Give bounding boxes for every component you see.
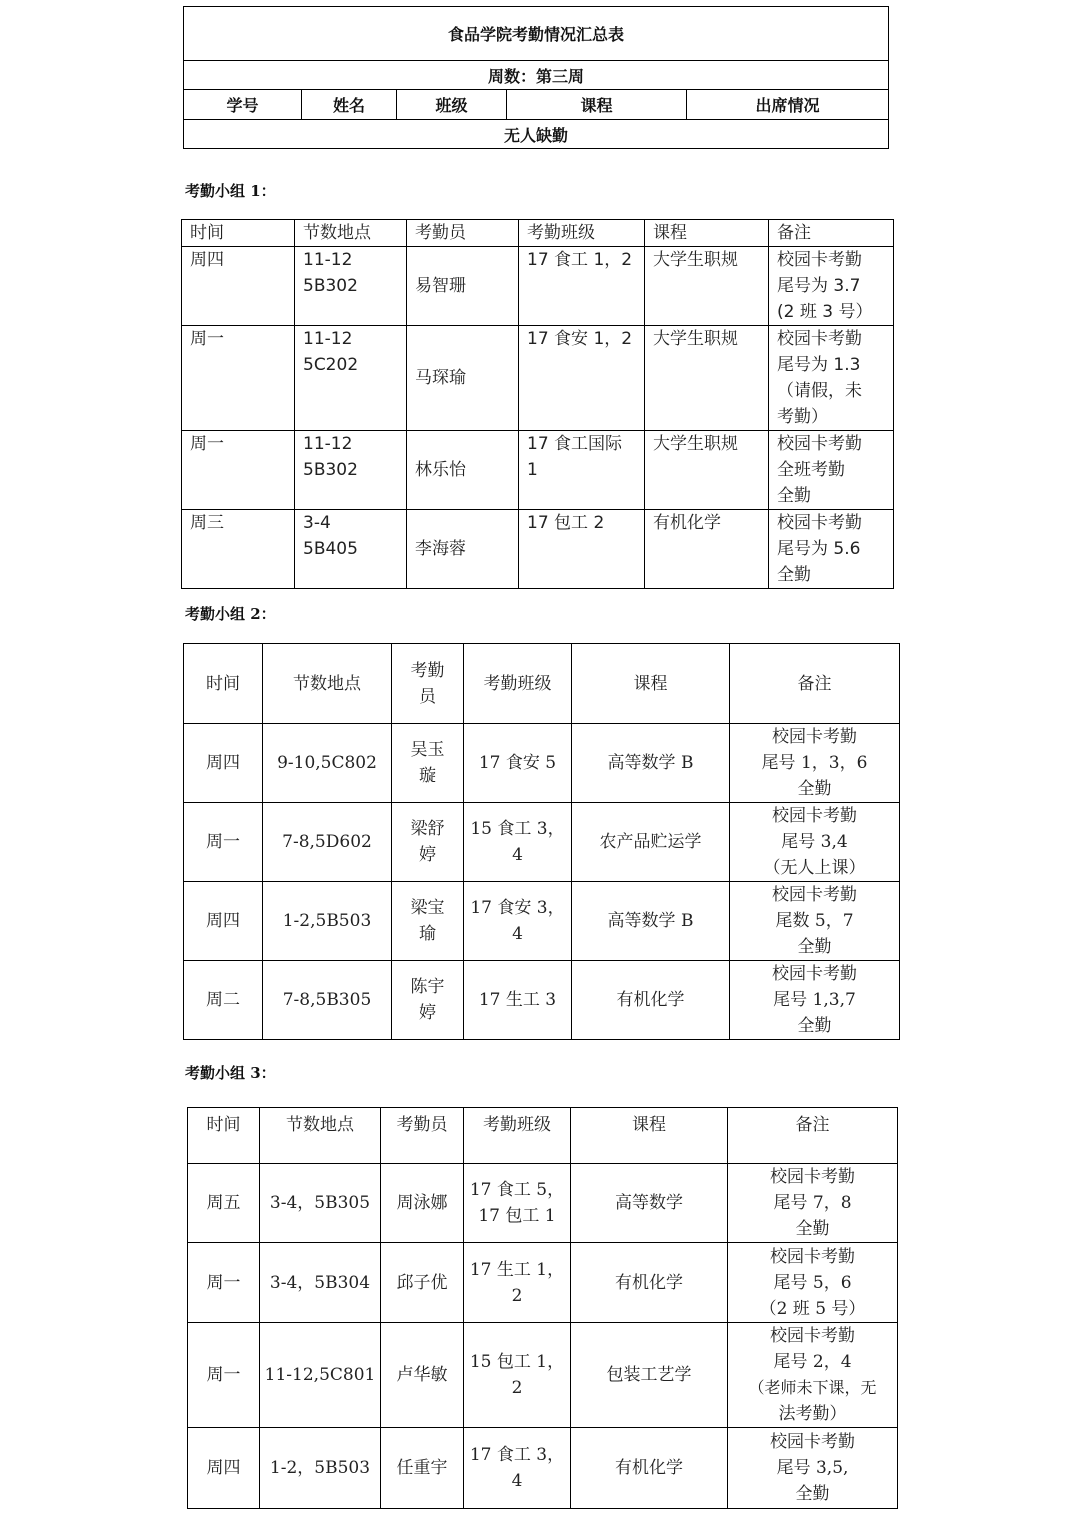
note-line: 尾号 1,3,7 <box>773 990 856 1010</box>
table-header-row <box>184 644 900 724</box>
note-line: 校园卡考勤 <box>772 727 857 747</box>
note-line: 尾号 3,4 <box>781 832 848 852</box>
cell-note <box>730 724 900 803</box>
note-line: （老师未下课，无 <box>748 1378 877 1397</box>
header-course: 课程 <box>645 220 769 247</box>
cell-checker: 邱子优 <box>381 1243 464 1323</box>
table-row <box>182 247 894 326</box>
checker-line: 吴玉 <box>410 740 445 760</box>
cell-checker <box>392 961 464 1040</box>
cell-place: 1-2,5B503 <box>263 882 392 961</box>
group-1-label: 考勤小组 1： <box>185 182 276 200</box>
class-line: 17 食工 3， <box>469 1445 565 1465</box>
table-row <box>182 510 894 589</box>
note-line: 尾号为 3.7 <box>777 276 861 296</box>
header-note: 备注 <box>730 644 900 724</box>
cell-note <box>728 1243 898 1323</box>
cell-time: 周一 <box>184 803 263 882</box>
table-row <box>184 882 900 961</box>
cell-classes <box>464 1164 571 1243</box>
note-line: 法考勤） <box>778 1404 847 1424</box>
cell-place <box>295 431 407 510</box>
header-course: 课程 <box>572 644 730 724</box>
class-line: 1 <box>527 460 538 480</box>
cell-note <box>769 247 894 326</box>
note-line: 尾号为 1.3 <box>777 355 861 375</box>
note-line: 全勤 <box>777 565 811 585</box>
cell-course: 有机化学 <box>572 961 730 1040</box>
header-line: 考勤 <box>410 660 445 681</box>
cell-course: 高等数学 <box>571 1164 728 1243</box>
note-line: 全班考勤 <box>777 460 845 480</box>
cell-course: 大学生职规 <box>645 247 769 326</box>
cell-note <box>769 431 894 510</box>
note-line: 尾号 1，3，6 <box>761 753 868 773</box>
cell-note <box>730 961 900 1040</box>
note-line: 尾数 5，7 <box>775 911 854 931</box>
note-line: 尾号 3,5, <box>776 1458 849 1478</box>
header-note: 备注 <box>728 1108 898 1164</box>
class-line: 2 <box>511 1378 523 1398</box>
note-line: 全勤 <box>777 486 811 506</box>
cell-place <box>295 247 407 326</box>
note-line: 全勤 <box>797 937 832 957</box>
cell-checker: 周泳娜 <box>381 1164 464 1243</box>
cell-checker: 林乐怡 <box>407 431 519 510</box>
header-note: 备注 <box>769 220 894 247</box>
header-course: 课程 <box>571 1108 728 1164</box>
note-line: （请假，未 <box>777 381 862 401</box>
cell-classes <box>519 431 645 510</box>
cell-place <box>295 510 407 589</box>
cell-time: 周一 <box>188 1323 260 1428</box>
header-time: 时间 <box>184 644 263 724</box>
cell-time: 周四 <box>184 882 263 961</box>
checker-line: 璇 <box>419 766 436 786</box>
table-row <box>184 724 900 803</box>
place-line: 11-12 <box>303 434 353 454</box>
header-checker: 考勤员 <box>381 1108 464 1164</box>
class-line: 17 食工国际 <box>527 434 623 454</box>
header-attendance: 出席情况 <box>687 90 889 120</box>
place-line: 5B302 <box>303 276 358 296</box>
cell-course: 有机化学 <box>571 1428 728 1509</box>
note-line: 校园卡考勤 <box>777 434 862 454</box>
cell-time: 周三 <box>182 510 295 589</box>
header-line: 员 <box>419 686 436 707</box>
class-line: 17 生工 1， <box>469 1259 565 1280</box>
note-line: 校园卡考勤 <box>770 1326 855 1346</box>
cell-course: 有机化学 <box>645 510 769 589</box>
cell-place: 9-10,5C802 <box>263 724 392 803</box>
cell-place: 3-4，5B305 <box>260 1164 381 1243</box>
place-line: 5C202 <box>303 355 359 375</box>
cell-time: 周四 <box>184 724 263 803</box>
table-header-row <box>188 1108 898 1164</box>
header-class: 班级 <box>397 90 507 120</box>
checker-line: 梁舒 <box>410 819 445 839</box>
place-line: 11-12 <box>303 329 353 349</box>
summary-table <box>183 6 889 149</box>
cell-note <box>730 803 900 882</box>
note-line: 全勤 <box>797 1016 832 1036</box>
class-line: 15 食工 3， <box>470 819 565 839</box>
cell-checker <box>392 882 464 961</box>
cell-note <box>769 510 894 589</box>
cell-note <box>728 1428 898 1509</box>
table-row <box>184 803 900 882</box>
note-line: 校园卡考勤 <box>777 513 862 533</box>
table-row <box>188 1428 898 1509</box>
header-classes: 考勤班级 <box>519 220 645 247</box>
place-line: 11-12 <box>303 250 353 270</box>
group-2-label: 考勤小组 2： <box>185 605 276 623</box>
cell-place: 3-4，5B304 <box>260 1243 381 1323</box>
cell-time: 周一 <box>182 431 295 510</box>
cell-place: 11-12,5C801 <box>260 1323 381 1428</box>
cell-course: 高等数学 B <box>572 724 730 803</box>
group-3-label: 考勤小组 3： <box>185 1064 276 1082</box>
cell-time: 周四 <box>182 247 295 326</box>
note-line: 校园卡考勤 <box>777 250 862 270</box>
note-line: 校园卡考勤 <box>770 1246 855 1267</box>
note-line: 校园卡考勤 <box>772 885 857 905</box>
class-line: 2 <box>511 1285 523 1306</box>
header-name: 姓名 <box>302 90 397 120</box>
cell-time: 周四 <box>188 1428 260 1509</box>
cell-classes: 17 食工 1，2 <box>519 247 645 326</box>
class-line: 4 <box>511 1471 523 1491</box>
class-line: 4 <box>512 845 523 865</box>
note-line: 全勤 <box>795 1219 830 1239</box>
header-checker <box>392 644 464 724</box>
cell-course: 有机化学 <box>571 1243 728 1323</box>
checker-line: 瑜 <box>419 924 436 944</box>
note-line: （2 班 5 号） <box>759 1298 866 1319</box>
header-course: 课程 <box>507 90 687 120</box>
group-2-table <box>183 643 900 1040</box>
group-3-table <box>187 1107 898 1509</box>
note-line: 尾号 2，4 <box>773 1352 852 1372</box>
checker-line: 婷 <box>419 845 436 865</box>
header-checker: 考勤员 <box>407 220 519 247</box>
cell-checker: 卢华敏 <box>381 1323 464 1428</box>
cell-classes <box>464 803 572 882</box>
header-place: 节数地点 <box>263 644 392 724</box>
checker-line: 陈宇 <box>410 977 445 997</box>
cell-place: 7-8,5D602 <box>263 803 392 882</box>
header-classes: 考勤班级 <box>464 1108 571 1164</box>
cell-checker: 李海蓉 <box>407 510 519 589</box>
header-student-id: 学号 <box>184 90 302 120</box>
cell-course: 包装工艺学 <box>571 1323 728 1428</box>
note-line: 全勤 <box>795 1484 830 1504</box>
checker-line: 婷 <box>419 1003 436 1023</box>
note-line: 尾号 5，6 <box>773 1272 852 1293</box>
cell-checker: 任重宇 <box>381 1428 464 1509</box>
header-classes: 考勤班级 <box>464 644 572 724</box>
table-header-row <box>182 220 894 247</box>
cell-checker: 易智珊 <box>407 247 519 326</box>
cell-classes: 17 食安 5 <box>464 724 572 803</box>
cell-classes <box>464 1428 571 1509</box>
cell-course: 大学生职规 <box>645 326 769 431</box>
cell-time: 周五 <box>188 1164 260 1243</box>
note-line: (2 班 3 号） <box>777 302 873 322</box>
table-row <box>188 1164 898 1243</box>
note-line: 校园卡考勤 <box>772 806 857 826</box>
note-line: 尾号 7，8 <box>773 1193 852 1213</box>
class-line: 4 <box>512 924 523 944</box>
cell-place <box>295 326 407 431</box>
cell-checker <box>392 724 464 803</box>
table-row <box>182 431 894 510</box>
header-place: 节数地点 <box>260 1108 381 1164</box>
cell-classes: 17 生工 3 <box>464 961 572 1040</box>
note-line: 校园卡考勤 <box>770 1167 855 1187</box>
cell-note <box>728 1323 898 1428</box>
header-place: 节数地点 <box>295 220 407 247</box>
checker-line: 梁宝 <box>410 898 445 918</box>
cell-classes <box>464 1243 571 1323</box>
summary-status: 无人缺勤 <box>184 120 889 149</box>
place-line: 3-4 <box>303 513 331 533</box>
note-line: 校园卡考勤 <box>772 964 857 984</box>
cell-classes <box>464 1323 571 1428</box>
cell-checker <box>392 803 464 882</box>
class-line: 17 食工 5， <box>469 1180 565 1200</box>
table-row <box>188 1243 898 1323</box>
cell-place: 1-2，5B503 <box>260 1428 381 1509</box>
class-line: 17 食安 3， <box>470 898 565 918</box>
cell-course: 大学生职规 <box>645 431 769 510</box>
cell-place: 7-8,5B305 <box>263 961 392 1040</box>
header-time: 时间 <box>188 1108 260 1164</box>
note-line: 校园卡考勤 <box>777 329 862 349</box>
table-row <box>184 961 900 1040</box>
table-row <box>188 1323 898 1428</box>
cell-time: 周一 <box>188 1243 260 1323</box>
note-line: （无人上课） <box>763 858 866 878</box>
cell-note <box>769 326 894 431</box>
cell-time: 周一 <box>182 326 295 431</box>
cell-classes <box>464 882 572 961</box>
note-line: 尾号为 5.6 <box>777 539 861 559</box>
cell-course: 农产品贮运学 <box>572 803 730 882</box>
cell-course: 高等数学 B <box>572 882 730 961</box>
cell-note <box>730 882 900 961</box>
class-line: 17 包工 1 <box>478 1206 556 1226</box>
class-line: 15 包工 1， <box>469 1352 565 1372</box>
cell-note <box>728 1164 898 1243</box>
cell-time: 周二 <box>184 961 263 1040</box>
cell-checker: 马琛瑜 <box>407 326 519 431</box>
note-line: 考勤） <box>777 407 828 427</box>
summary-title: 食品学院考勤情况汇总表 <box>184 7 889 61</box>
place-line: 5B405 <box>303 539 358 559</box>
group-1-table <box>181 219 894 589</box>
summary-week: 周数：第三周 <box>184 61 889 90</box>
place-line: 5B302 <box>303 460 358 480</box>
table-row <box>182 326 894 431</box>
header-time: 时间 <box>182 220 295 247</box>
cell-classes: 17 包工 2 <box>519 510 645 589</box>
note-line: 全勤 <box>797 779 832 799</box>
cell-classes: 17 食安 1，2 <box>519 326 645 431</box>
note-line: 校园卡考勤 <box>770 1432 855 1452</box>
